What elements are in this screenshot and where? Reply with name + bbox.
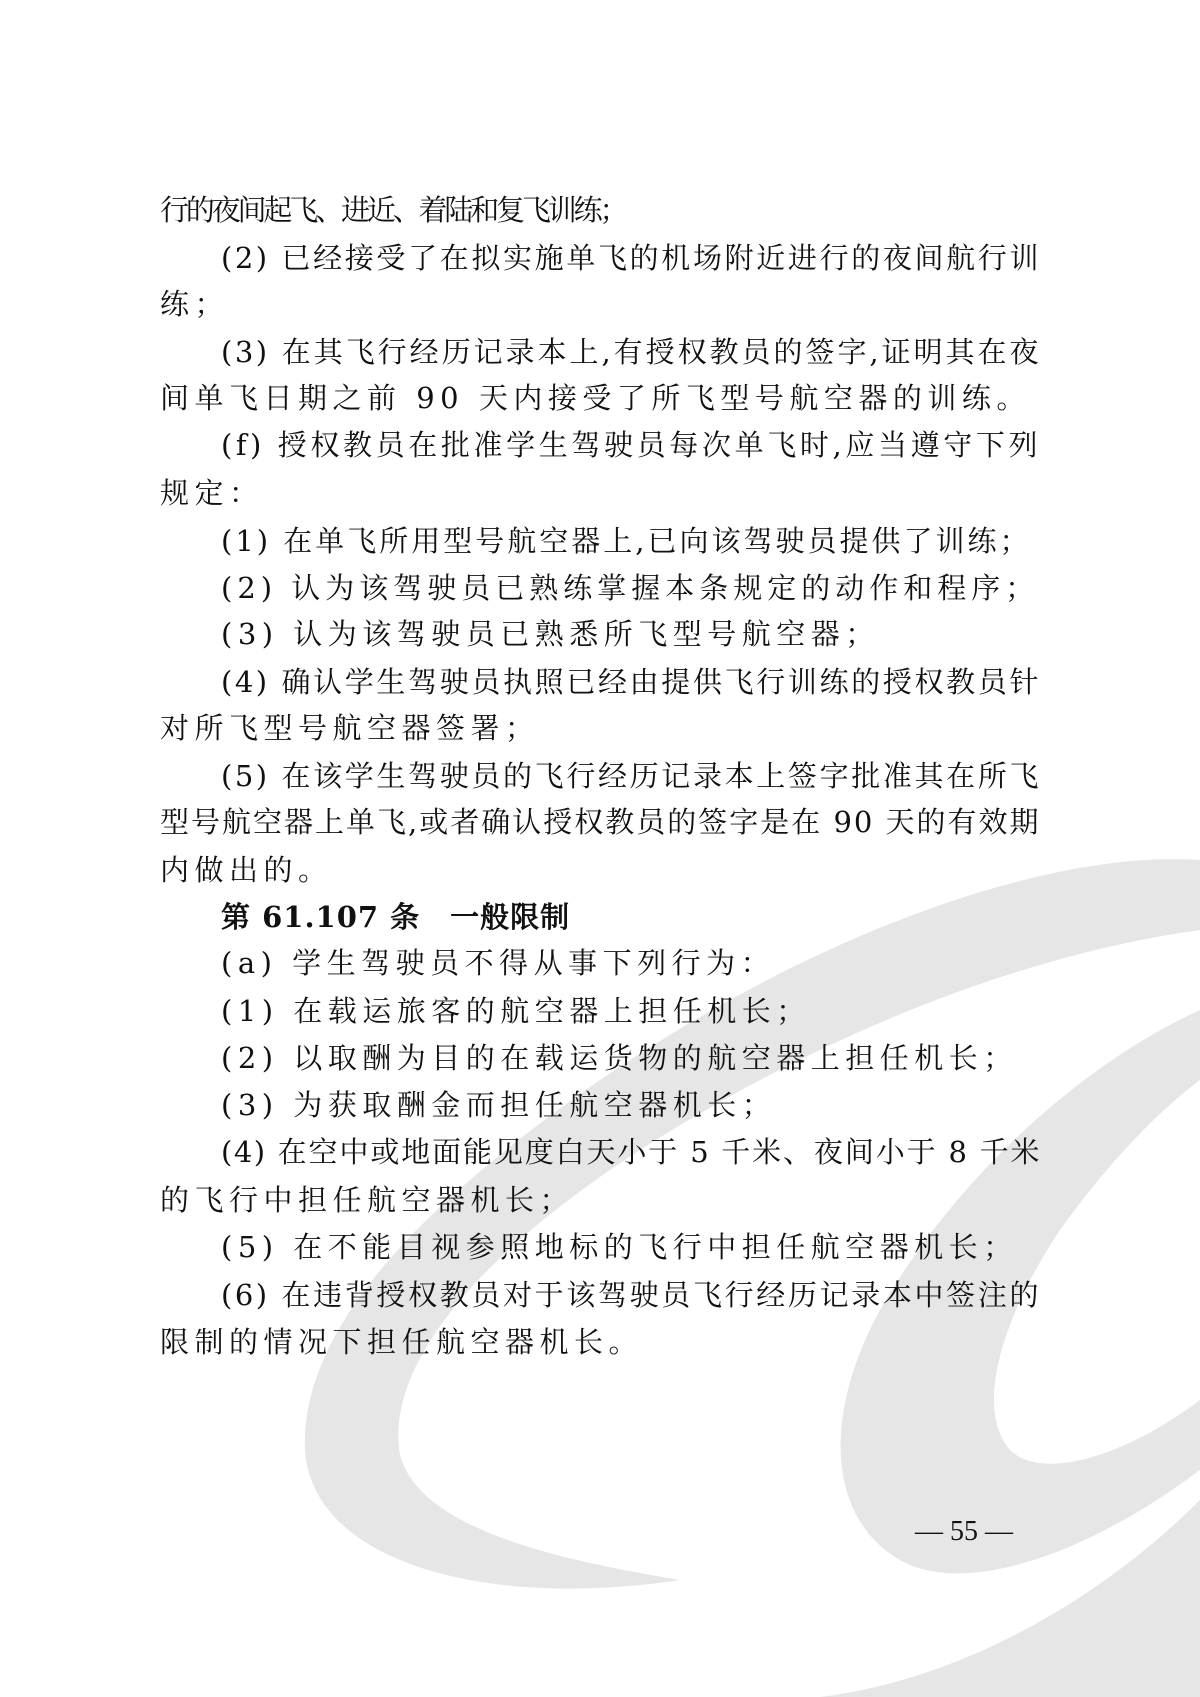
- body-line-7: 规定：: [160, 476, 264, 510]
- body-line-9: (2) 认为该驾驶员已熟练掌握本条规定的动作和程序；: [221, 571, 1040, 605]
- body-line-24: (6) 在违背授权教员对于该驾驶员飞行经历记录本中签注的: [221, 1278, 1041, 1312]
- body-line-8: (1) 在单飞所用型号航空器上,已向该驾驶员提供了训练；: [221, 524, 1032, 558]
- body-line-5: 间单飞日期之前 90 天内接受了所飞型号航空器的训练。: [160, 381, 1031, 415]
- body-line-22: 的飞行中担任航空器机长；: [160, 1183, 575, 1217]
- body-line-3: 练；: [160, 287, 230, 321]
- body-line-4: (3) 在其飞行经历记录本上,有授权教员的签字,证明其在夜: [221, 335, 1041, 369]
- body-line-15: 内做出的。: [160, 853, 333, 887]
- body-line-1: 行的夜间起飞、进近、着陆和复飞训练；: [160, 193, 625, 227]
- body-line-20: (3) 为获取酬金而担任航空器机长；: [221, 1088, 777, 1122]
- body-line-19: (2) 以取酬为目的在载运货物的航空器上担任机长；: [221, 1041, 1018, 1075]
- body-line-10: (3) 认为该驾驶员已熟悉所飞型号航空器；: [221, 617, 880, 651]
- body-line-18: (1) 在载运旅客的航空器上担任机长；: [221, 994, 811, 1028]
- section-heading: 第 61.107 条 一般限制: [221, 900, 571, 934]
- body-line-2: (2) 已经接受了在拟实施单飞的机场附近进行的夜间航行训: [221, 241, 1041, 275]
- body-line-13: (5) 在该学生驾驶员的飞行经历记录本上签字批准其在所飞: [221, 759, 1041, 793]
- body-line-25: 限制的情况下担任航空器机长。: [160, 1325, 644, 1359]
- body-line-12: 对所飞型号航空器签署；: [160, 711, 540, 745]
- body-line-21: (4) 在空中或地面能见度白天小于 5 千米、夜间小于 8 千米: [221, 1135, 1041, 1169]
- page-number: — 55 —: [915, 1516, 1013, 1547]
- body-line-17: (a) 学生驾驶员不得从事下列行为：: [221, 946, 776, 980]
- body-line-6: (f) 授权教员在批准学生驾驶员每次单飞时,应当遵守下列: [221, 428, 1041, 462]
- body-line-23: (5) 在不能目视参照地标的飞行中担任航空器机长；: [221, 1230, 1018, 1264]
- body-line-11: (4) 确认学生驾驶员执照已经由提供飞行训练的授权教员针: [221, 665, 1041, 699]
- body-line-14: 型号航空器上单飞,或者确认授权教员的签字是在 90 天的有效期: [160, 805, 1041, 839]
